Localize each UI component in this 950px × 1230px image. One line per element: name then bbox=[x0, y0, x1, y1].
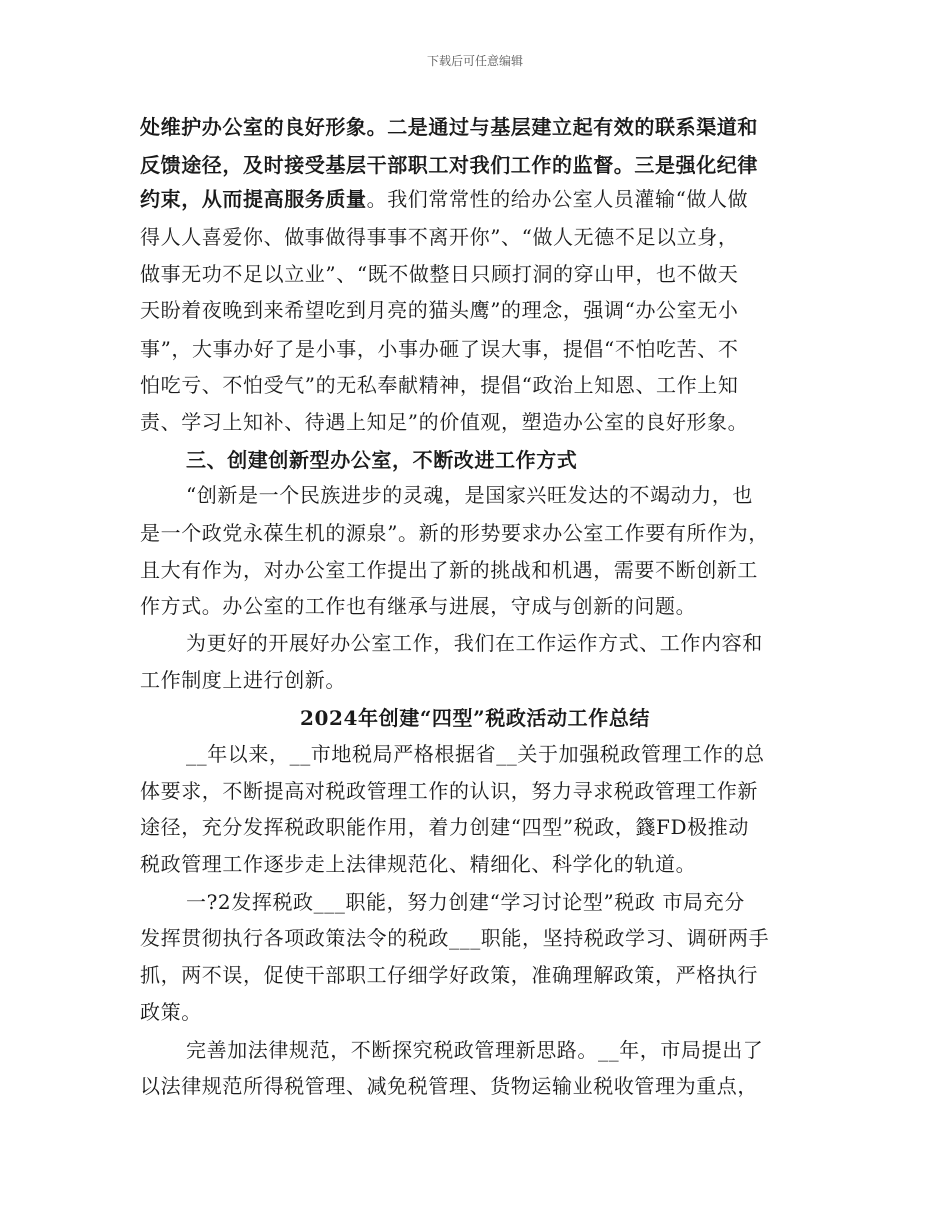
text-line: 为更好的开展好办公室工作，我们在工作运作方式、工作内容和 bbox=[186, 631, 763, 655]
text-line: 处维护办公室的良好形象。二是通过与基层建立起有效的联系渠道和 bbox=[140, 115, 758, 139]
text-line: 途径，充分发挥税政职能作用，着力创建“四型”税政，籛FD极推动 bbox=[140, 815, 749, 839]
text-segment: 。我们常常性的给办公室人员灌输“做人做 bbox=[366, 187, 749, 211]
text-line: __年以来，__市地税局严格根据省__关于加强税政管理工作的总 bbox=[186, 742, 765, 766]
text-line: 政策。 bbox=[140, 1000, 202, 1024]
text-line: 作方式。办公室的工作也有继承与进展，守成与创新的问题。 bbox=[140, 594, 697, 618]
text-line: 得人人喜爱你、做事做得事事不离开你”、“做人无德不足以立身， bbox=[140, 225, 739, 249]
bold-segment: 约束，从而提高服务质量 bbox=[140, 187, 367, 211]
text-line: 一?2发挥税政___职能，努力创建“学习讨论型”税政 市局充分 bbox=[186, 890, 745, 914]
text-line: 做事无功不足以立业”、“既不做整日只顾打洞的穿山甲，也不做天 bbox=[140, 262, 739, 286]
text-line: “创新是一个民族进步的灵魂，是国家兴旺发达的不竭动力，也 bbox=[186, 483, 754, 507]
text-line: 天盼着夜晚到来希望吃到月亮的猫头鹰”的理念，强调“办公室无小 bbox=[140, 298, 739, 322]
text-line: 事”，大事办好了是小事，小事办砸了误大事，提倡“不怕吃苦、不 bbox=[140, 337, 739, 361]
text-line: 责、学习上知补、待遇上知足”的价值观，塑造办公室的良好形象。 bbox=[140, 410, 749, 434]
text-line bbox=[140, 187, 748, 211]
text-line: 三、创建创新型办公室，不断改进工作方式 bbox=[186, 448, 578, 472]
text-line: 完善加法律规范，不断探究税政管理新思路。__年，市局提出了 bbox=[186, 1038, 764, 1062]
text-line: 反馈途径，及时接受基层干部职工对我们工作的监督。三是强化纪律 bbox=[140, 153, 758, 177]
text-line: 怕吃亏、不怕受气”的无私奉献精神，提倡“政治上知恩、工作上知 bbox=[140, 373, 739, 397]
section-title: 2024年创建“四型”税政活动工作总结 bbox=[299, 706, 651, 730]
page-header: 下载后可任意编辑 bbox=[426, 54, 523, 68]
text-line: 且大有作为，对办公室工作提出了新的挑战和机遇，需要不断创新工 bbox=[140, 558, 758, 582]
text-line: 以法律规范所得税管理、减免税管理、货物运输业税收管理为重点， bbox=[140, 1074, 758, 1098]
text-line: 工作制度上进行创新。 bbox=[140, 668, 346, 692]
text-line: 是一个政党永葆生机的源泉”。新的形势要求办公室工作要有所作为， bbox=[140, 521, 769, 545]
text-line: 发挥贯彻执行各项政策法令的税政___职能，坚持税政学习、调研两手 bbox=[140, 926, 770, 950]
text-line: 抓，两不误，促使干部职工仔细学好政策，准确理解政策，严格执行 bbox=[140, 963, 758, 987]
text-line: 体要求，不断提高对税政管理工作的认识，努力寻求税政管理工作新 bbox=[140, 779, 758, 803]
text-line: 税政管理工作逐步走上法律规范化、精细化、科学化的轨道。 bbox=[140, 852, 697, 876]
